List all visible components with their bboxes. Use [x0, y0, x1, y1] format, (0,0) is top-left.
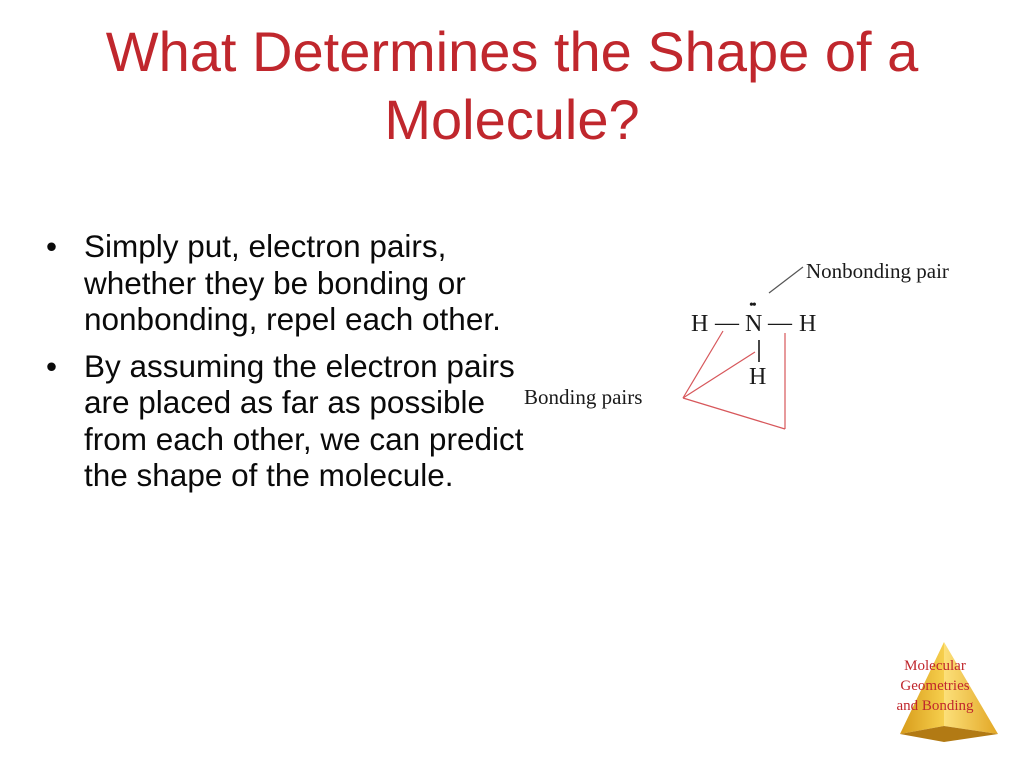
bullet-item: [44, 348, 534, 494]
nitrogen-atom: N: [745, 311, 763, 337]
bonding-pairs-label: Bonding pairs: [524, 385, 643, 409]
bottom-hydrogen-atom: H: [749, 364, 767, 390]
footer-logo: [880, 640, 1010, 750]
footer-line-1: Molecular: [904, 658, 966, 674]
right-hydrogen-atom: H: [799, 311, 817, 337]
bullet-text: By assuming the electron pairs are placed as far as possible from each other, we can predict the shape of the molecule.: [84, 347, 524, 493]
right-bond: —: [768, 310, 792, 336]
footer-caption: [880, 656, 990, 716]
ammonia-lewis-diagram: [515, 245, 1010, 445]
bullet-list: [44, 228, 534, 504]
footer-line-2: Geometries: [900, 678, 970, 694]
left-hydrogen-atom: H: [691, 311, 709, 337]
bullet-icon: •: [46, 228, 58, 264]
slide-title: What Determines the Shape of a Molecule?: [105, 20, 919, 151]
bullet-text: Simply put, electron pairs, whether they be bonding or nonbonding, repel each other.: [84, 228, 501, 337]
nonbonding-pair-label: Nonbonding pair: [806, 259, 949, 283]
left-bond: —: [715, 310, 739, 336]
bullet-icon: •: [46, 347, 58, 384]
footer-line-3: and Bonding: [896, 698, 974, 714]
bullet-item: [44, 228, 534, 338]
bonding-leader-lines: [683, 331, 785, 429]
nonbonding-leader-line: [769, 267, 803, 293]
lone-pair-dots: ••: [749, 298, 755, 313]
